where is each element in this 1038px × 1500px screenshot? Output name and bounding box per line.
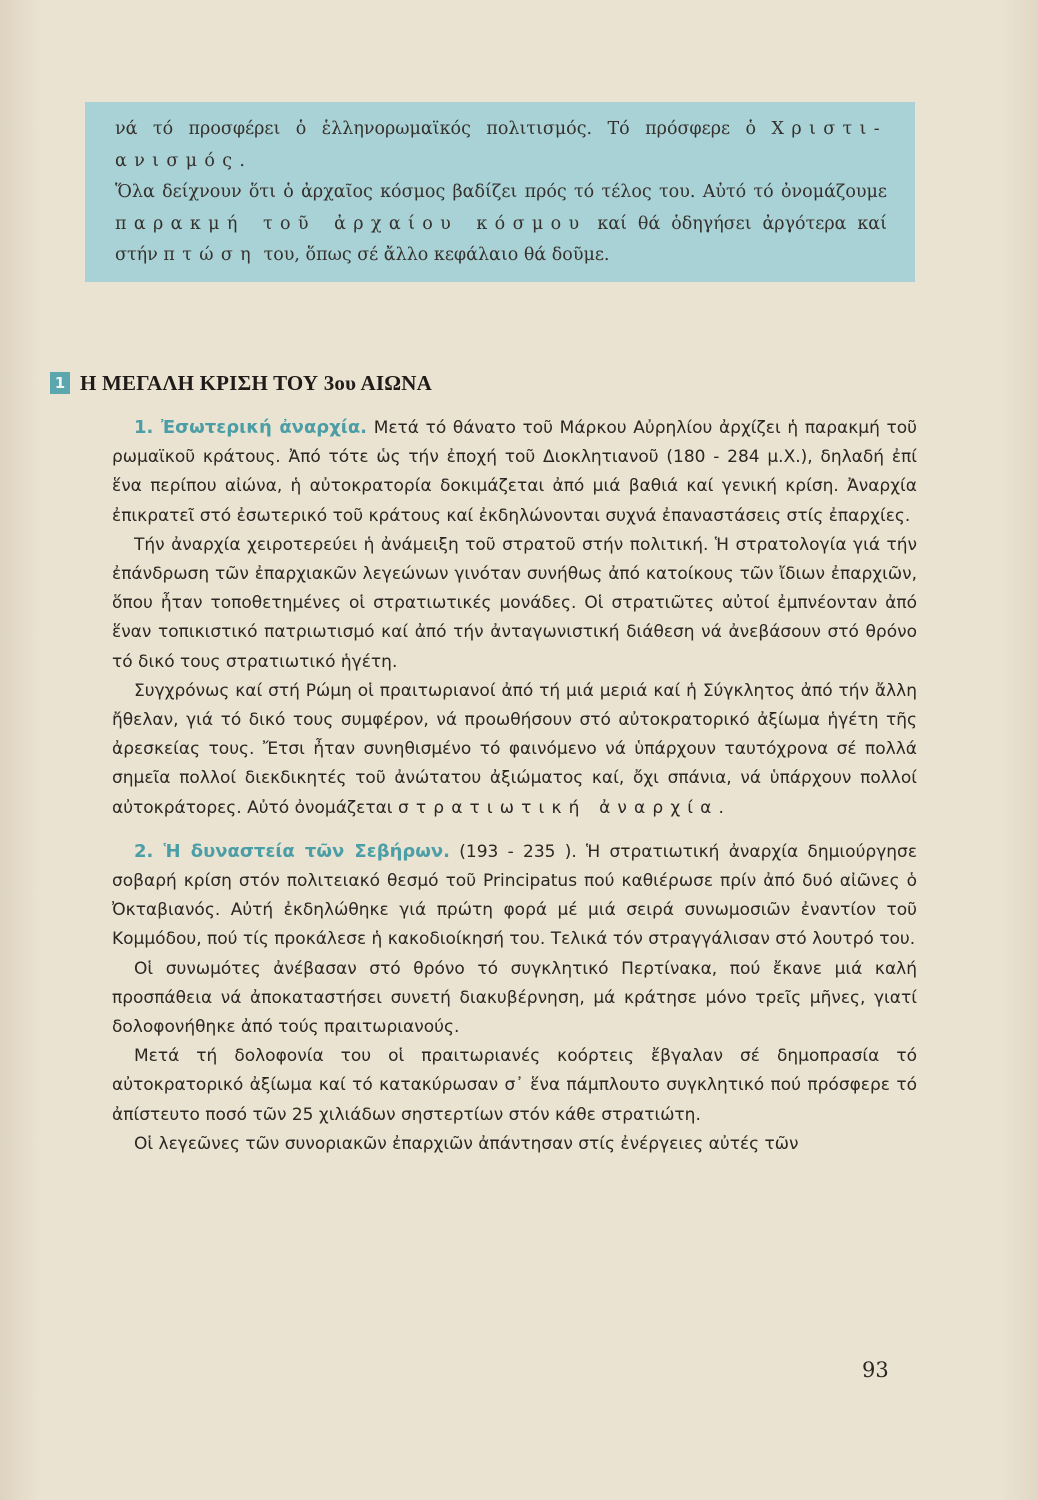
section-title: Η ΜΕΓΑΛΗ ΚΡΙΣΗ ΤΟΥ 3ου ΑΙΩΝΑ — [80, 370, 432, 395]
body-paragraph: Μετά τή δολοφονία του οἱ πραιτωριανές κοόρτεις ἔβγαλαν σέ δημοπρασία τό αὐτοκρατορικό ἀξίωμα καί τό κατακύρωσαν σ᾿ ἕνα πάμπλουτο συγκλητικό πού πρόσφερε τό ἀπίστευτο ποσό τῶν 25 χιλιάδων σηστερτίων στόν κάθε στρατιώτη. — [112, 1046, 917, 1125]
section-heading — [50, 368, 432, 398]
subsection-heading: 1. Ἐσωτερική ἀναρχία. — [134, 417, 368, 438]
body-paragraph: Οἱ λεγεῶνες τῶν συνοριακῶν ἐπαρχιῶν ἀπάντησαν στίς ἐνέργειες αὐτές τῶν — [134, 1133, 799, 1154]
intro-paragraph-1 — [115, 114, 887, 177]
intro-text: καί θά ὁδηγήσει ἀργότερα καί στήν — [115, 213, 887, 265]
page-number: 93 — [862, 1358, 889, 1382]
body-paragraph: Οἱ συνωμότες ἀνέβασαν στό θρόνο τό συγκλητικό Περτίνακα, πού ἔκανε μιά καλή προσπάθεια νά ἀποκαταστήσει συνετή διακυβέρνηση, μά κράτησε μόνο τρεῖς μῆνες, γιατί δολοφονήθηκε ἀπό τούς πραιτωριανούς. — [112, 958, 917, 1038]
intro-box — [85, 102, 915, 282]
intro-paragraph-2 — [115, 177, 887, 272]
spacer — [112, 823, 917, 837]
subsection-heading: 2. Ἡ δυναστεία τῶν Σεβήρων. — [134, 840, 451, 862]
spaced-term: στρατιωτική ἀναρχία. — [397, 797, 732, 818]
paragraph-text: Συγχρόνως καί στή Ρώμη οἱ πραιτωριανοί ἀπό τή μιά μεριά καί ἡ Σύγκλητος ἀπό τήν ἄλλη ἤθελαν, γιά τό δικό τους συμφέρον, νά προωθήσουν στό αὐτοκρατορικό ἀξίωμα ἡγέτη τῆς ἀρεσκείας τους. Ἔτσι ἦταν συνηθισμένο τό φαινόμενο νά ὑπάρχουν ταυτόχρονα σέ πολλά σημεῖα πολλοί διεκδικητές τοῦ ἀνώτατου ἀξιώματος καί, ὄχι σπάνια, νά ὑπάρχουν πολλοί αὐτοκράτορες. Αὐτό ὀνομάζεται — [112, 680, 917, 818]
paragraph-text: Μετά τό θάνατο τοῦ Μάρκου Αὐρηλίου ἀρχίζει ἡ παρακμή τοῦ ρωμαϊκοῦ κράτους. Ἀπό τότε ὡς τήν ἐποχή τοῦ Διοκλητιανοῦ (180 - 284 μ.Χ.), δηλαδή ἐπί ἕνα περίπου αἰώνα, ἡ αὐτοκρατορία δοκιμάζεται ἀπό μιά βαθιά καί γενική κρίση. Ἀναρχία ἐπικρατεῖ στό ἐσωτερικό τοῦ κράτους καί ἐκδηλώνονται συχνά ἐπαναστάσεις στίς ἐπαρχίες. — [112, 418, 917, 526]
section-number-badge: 1 — [50, 372, 70, 394]
body-paragraph: Τήν ἀναρχία χειροτερεύει ἡ ἀνάμειξη τοῦ στρατοῦ στήν πολιτική. Ἡ στρατολογία γιά τήν ἐπάνδρωση τῶν ἐπαρχιακῶν λεγεώνων γινόταν συνήθως ἀπό κατοίκους τῶν ἴδιων ἐπαρχιῶν, ὅπου ἦταν τοποθετημένες οἱ στρατιωτικές μονάδες. Οἱ στρατιῶτες αὐτοί ἐμπνέονταν ἀπό ἕναν τοπικιστικό πατριωτισμό καί ἀπό τήν ἀνταγωνιστική διάθεση νά ἀνεβάσουν στό θρόνο τό δικό τους στρατιωτικό ἡγέτη. — [112, 534, 917, 672]
intro-spaced-term: παρακμή τοῦ ἀρχαίου κόσμου — [115, 213, 587, 234]
intro-text: Ὅλα δείχνουν ὅτι ὁ ἀρχαῖος κόσμος βαδίζει πρός τό τέλος του. Αὐτό τό ὀνομάζουμε — [115, 182, 887, 202]
body-paragraph — [112, 837, 917, 955]
body-paragraph — [112, 413, 917, 531]
intro-spaced-term: πτώση — [163, 245, 258, 265]
intro-text: νά τό προσφέρει ὁ ἑλληνορωμαϊκός πολιτισμός. Τό πρόσφερε ὁ — [115, 119, 757, 139]
body-paragraph — [112, 677, 917, 823]
paragraph-text: (193 - 235 ). Ἡ στρατιωτική ἀναρχία δημιούργησε σοβαρή κρίση στόν πολιτειακό θεσμό τοῦ Principatus πού καθιέρωσε πρίν ἀπό δυό αἰῶνες ὁ Ὀκταβιανός. Αὐτή ἐκδηλώθηκε γιά πρώτη φορά μέ μιά σειρά συνωμοσιῶν ἐναντίον τοῦ Κομμόδου, πού τίς προκάλεσε ἡ κακοδιοίκησή του. Τελικά τόν στραγγάλισαν στό λουτρό του. — [112, 841, 918, 950]
intro-text: του, ὅπως σέ ἄλλο κεφάλαιο θά δοῦμε. — [263, 245, 610, 265]
intro-spaced-term: Χριστι-ανισμός. — [115, 119, 887, 171]
body-text — [112, 413, 917, 1159]
